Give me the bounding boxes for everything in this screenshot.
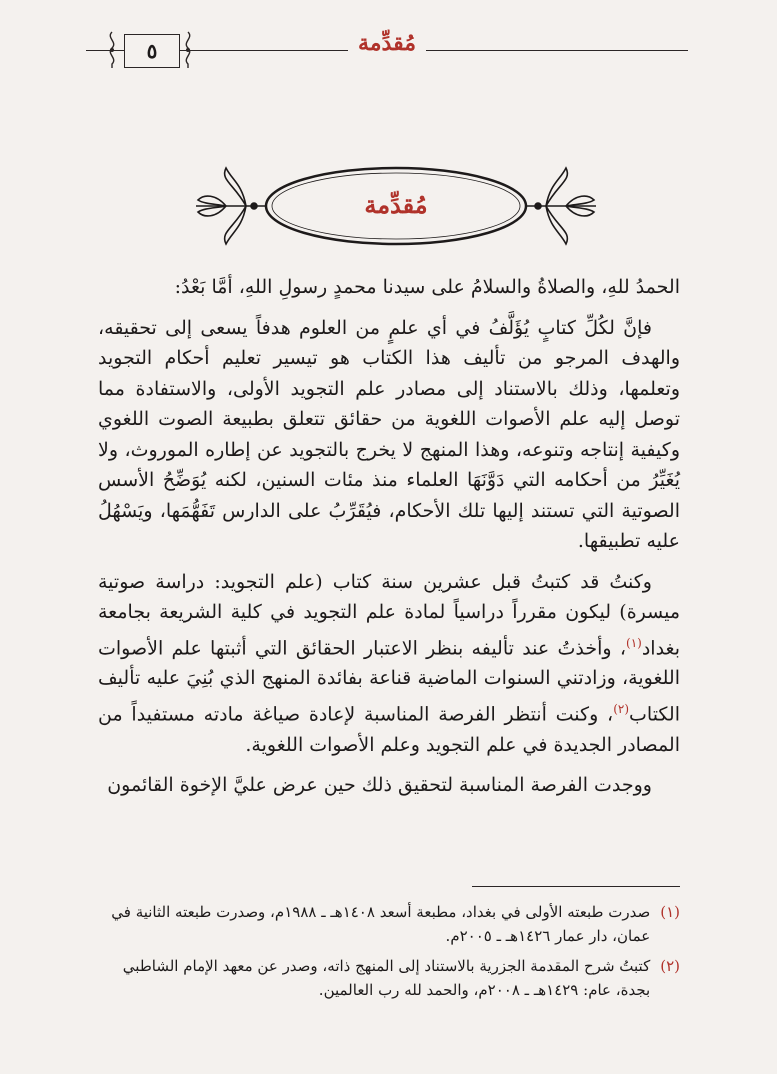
body-text [98,272,680,811]
chapter-title-cartouche [186,160,606,252]
header-ornament-left-icon [104,30,120,70]
footnote-text: صدرت طبعته الأولى في بغداد، مطبعة أسعد ١٤٠٨هـ ـ ١٩٨٨م، وصدرت طبعته الثانية في عمان، دار عمار ١٤٢٦هـ ـ ٢٠٠٥م. [111,903,651,945]
footnote-ref-1[interactable]: (١) [626,635,642,650]
running-header [86,24,688,72]
opening-paragraph: الحمدُ للهِ، والصلاةُ والسلامُ على سيدنا محمدٍ رسولِ اللهِ، أمَّا بَعْدُ: [174,276,680,298]
paragraph-text: ، وكنت أنتظر الفرصة المناسبة لإعادة صياغة مادته مستفيداً من المصادر الجديدة في علم التجويد وعلم الأصوات اللغوية. [98,703,680,756]
paragraph [98,567,680,761]
footnote-number: (٢) [660,957,680,975]
chapter-title: مُقدِّمة [364,190,428,219]
running-header-title: مُقدِّمة [86,30,688,56]
footnotes [98,900,680,1008]
footnote-item [98,954,680,1002]
footnote-ref-2[interactable]: (٢) [613,701,630,716]
footnote-text: كتبتُ شرح المقدمة الجزرية بالاستناد إلى المنهج ذاته، وصدر عن معهد الإمام الشاطبي بجدة، عام: ١٤٢٩هـ ـ ٢٠٠٨م، والحمد لله رب العالمين. [122,957,651,999]
paragraph-text: ، وأخذتُ عند تأليفه بنظر الاعتبار الحقائق التي أثبتها علم الأصوات اللغوية، وزادتني السنوات الماضية قناعة بفائدة المنهج الذي بُنِيَ عليه تأليف الكتاب [98,636,680,726]
footnote-separator [472,886,680,887]
header-ornament-right-icon [180,30,196,70]
footnote-item [98,900,680,948]
paragraph: فإنَّ لكُلِّ كتابٍ يُؤَلَّفُ في أي علمٍ من العلوم هدفاً يسعى إلى تحقيقه، والهدف المرجو من تأليف هذا الكتاب هو تيسير تعليم أحكام التجويد وتعلمها، وذلك بالاستناد إلى مصادر علم التجويد الأولى، والاستفادة مما توصل إليه علم الأصوات اللغوية من حقائق تتعلق بطبيعة الصوت اللغوي وكيفية إنتاجه وتنوعه، وهذا المنهج لا يخرج بالتجويد عن إطاره الموروث، ولا يُغَيِّرُ من أحكامه التي دَوَّنَهَا العلماء منذ مئات السنين، لكنه يُوَضِّحُ الأسس الصوتية التي تستند إليها تلك الأحكام، فيُقَرِّبُ على الدارس تَفَهُّمَها، ويَسْهُلُ عليه تطبيقها. [98,316,680,552]
footnote-number: (١) [660,903,680,921]
page-number: ٥ [124,34,180,68]
paragraph-text: وكنتُ قد كتبتُ قبل عشرين سنة كتاب (علم التجويد: دراسة صوتية ميسرة) ليكون مقرراً دراسياً لمادة علم التجويد في كلية الشريعة بجامعة بغداد [98,570,680,659]
paragraph: ووجدت الفرصة المناسبة لتحقيق ذلك حين عرض عليَّ الإخوة القائمون [107,774,652,797]
